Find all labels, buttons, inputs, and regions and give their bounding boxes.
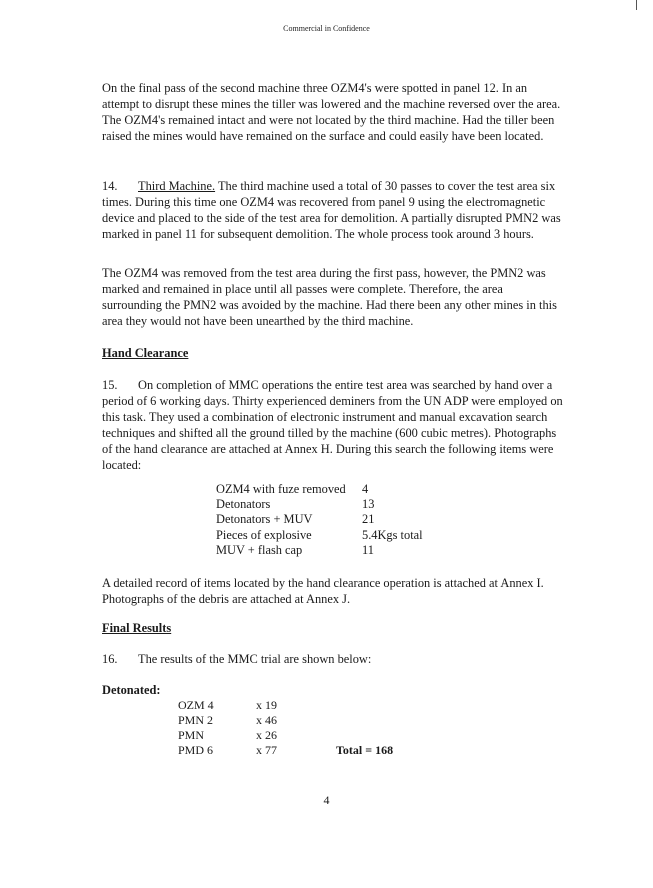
total-label: Total = 168 [336, 743, 394, 757]
items-located-table [216, 482, 452, 558]
mine-count: x 46 [256, 713, 277, 727]
paragraph-15b: A detailed record of items located by the hand clearance operation is attached at Annex I. Photographs of the debris are attached at Annex J. [102, 576, 544, 607]
item-name: Detonators [216, 497, 271, 512]
item-name: MUV + flash cap [216, 542, 303, 557]
paragraph-15 [102, 377, 564, 474]
table-row [178, 743, 393, 758]
item-value: 4 [362, 482, 369, 496]
item-name: Detonators + MUV [216, 512, 313, 527]
page-number: 4 [323, 793, 330, 807]
detonated-table [178, 698, 393, 758]
paragraph-number: 14. [102, 179, 118, 193]
item-name: OZM4 with fuze removed [216, 482, 346, 496]
table-row [216, 482, 452, 497]
mine-type: PMN 2 [178, 713, 214, 727]
detonated-label: Detonated: [102, 683, 161, 697]
paragraph-14b: The OZM4 was removed from the test area during the first pass, however, the PMN2 was marked and remained in place until all passes were complete. Therefore, the area surrounding the PMN2 was avoided by the machine. Had there been any other mines in this area they would not have been unearthed by the third machine. [102, 266, 557, 329]
mine-type: OZM 4 [178, 698, 214, 712]
paragraph-14 [102, 178, 564, 242]
paragraph-16-text: The results of the MMC trial are shown below: [138, 652, 372, 666]
mine-type: PMD 6 [178, 743, 214, 757]
section-title-third-machine: Third Machine. [138, 179, 216, 193]
paragraph-16 [102, 651, 564, 667]
paragraph-14-text: The third machine used a total of 30 passes to cover the test area six times. During this time one OZM4 was recovered from panel 9 using the electromagnetic device and placed to the side of the test area for demolition. A partially disrupted PMN2 was marked in panel 11 for subsequent demolition. The whole process took around 3 hours. [102, 179, 561, 242]
mine-count: x 19 [256, 698, 277, 712]
paragraph-number: 15. [102, 378, 118, 392]
table-row [178, 698, 393, 713]
item-value: 13 [362, 497, 375, 512]
mine-count: x 26 [256, 728, 277, 742]
confidentiality-header: Commercial in Confidence [283, 24, 370, 33]
table-row [178, 728, 393, 743]
table-row [216, 543, 452, 558]
paragraph-15-text: On completion of MMC operations the entire test area was searched by hand over a period of 6 working days. Thirty experienced deminers from the UN ADP were employed on this task. They used a combination of electronic instrument and manual excavation search techniques and shifted all the ground tilled by the machine (600 cubic metres). Photographs of the hand clearance are attached at Annex H. During this search the following items were located: [102, 378, 563, 473]
paragraph-number: 16. [102, 652, 118, 666]
table-row [216, 512, 452, 527]
table-row [216, 497, 452, 512]
table-row [178, 713, 393, 728]
scan-mark [636, 0, 637, 10]
mine-type: PMN [178, 728, 205, 742]
item-value: 5.4Kgs total [362, 527, 423, 542]
item-name: Pieces of explosive [216, 527, 312, 542]
item-value: 11 [362, 542, 374, 557]
paragraph-intro: On the final pass of the second machine three OZM4's were spotted in panel 12. In an attempt to disrupt these mines the tiller was lowered and the machine reversed over the area. The OZM4's remained intact and were not located by the third machine. Had the tiller been raised the mines would have remained on the surface and could easily have been located. [102, 81, 561, 144]
mine-count: x 77 [256, 743, 277, 757]
heading-final-results: Final Results [102, 621, 172, 635]
item-value: 21 [362, 512, 375, 527]
heading-hand-clearance: Hand Clearance [102, 346, 189, 360]
table-row [216, 528, 452, 543]
